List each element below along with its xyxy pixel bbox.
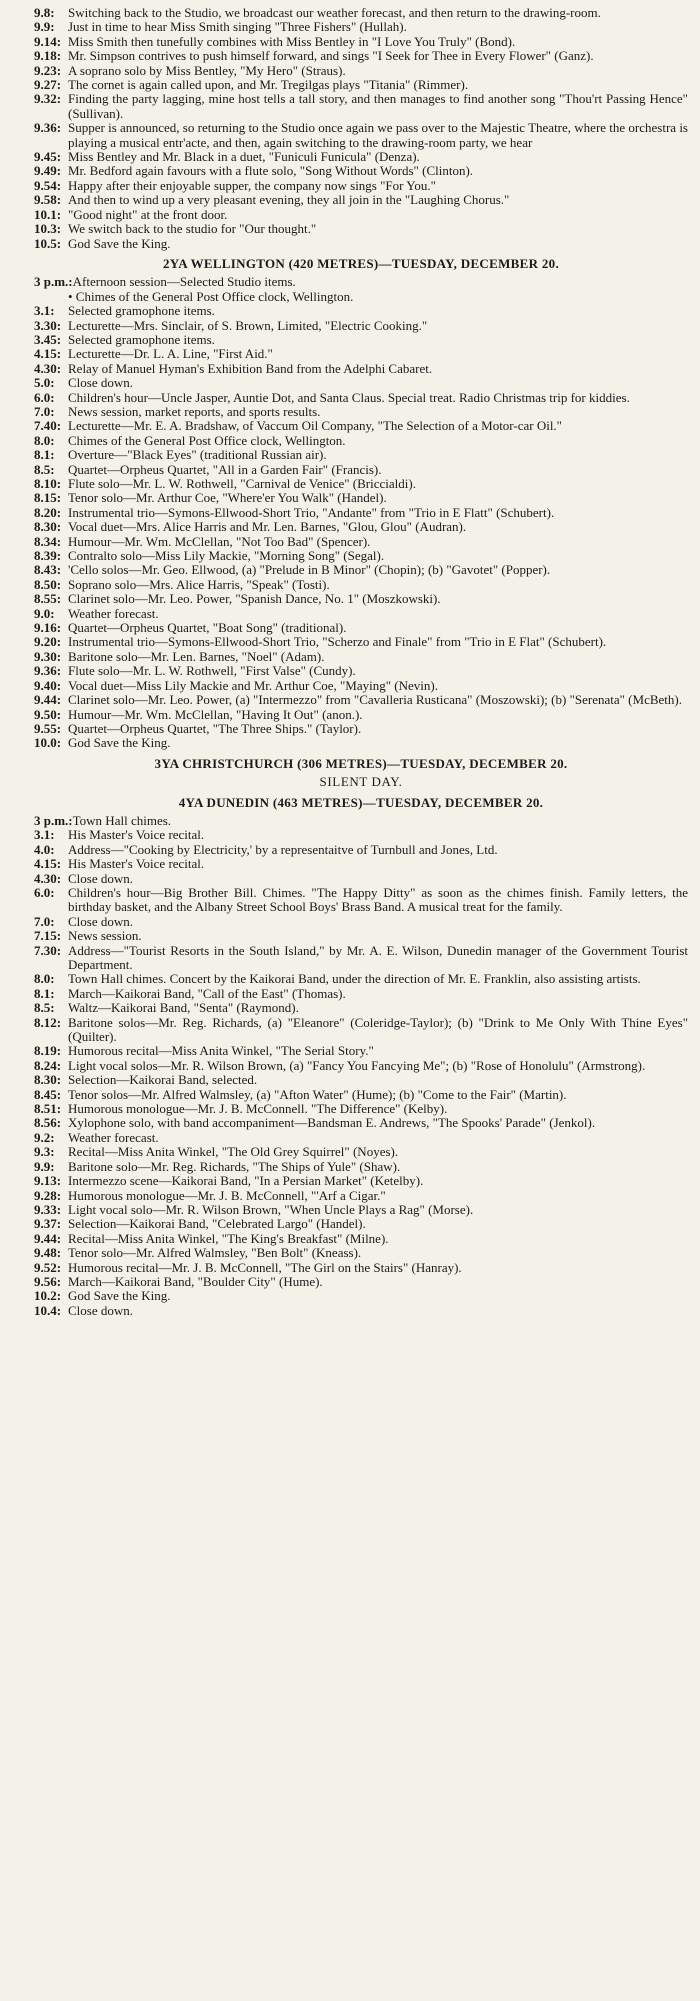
entry-time: 3.1: bbox=[34, 827, 55, 843]
entry-time: 8.0: bbox=[34, 971, 55, 987]
programme-entry bbox=[34, 843, 688, 857]
entry-time: 9.44: bbox=[34, 1230, 62, 1246]
programme-entry bbox=[34, 736, 688, 750]
programme-entry bbox=[34, 92, 688, 121]
entry-time: 9.37: bbox=[34, 1216, 62, 1232]
entry-description: Vocal duet—Miss Lily Mackie and Mr. Arthur Coe, "Maying" (Nevin). bbox=[68, 677, 438, 693]
programme-entry bbox=[34, 463, 688, 477]
entry-time: 10.5: bbox=[34, 235, 62, 251]
entry-time: 8.1: bbox=[34, 447, 55, 463]
entry-description: Humour—Mr. Wm. McClellan, "Not Too Bad" (Spencer). bbox=[68, 533, 371, 549]
programme-entry bbox=[34, 664, 688, 678]
entry-time: 3 p.m.: bbox=[34, 274, 73, 290]
entry-description: Children's hour—Big Brother Bill. Chimes. "The Happy Ditty" as soon as the chimes finish. Family letters, the birthday basket, and the Albany Street School Boys' Brass Band. A musical treat for the family. bbox=[68, 884, 688, 915]
programme-entry bbox=[34, 872, 688, 886]
programme-entry bbox=[34, 693, 688, 707]
programme-entry bbox=[34, 578, 688, 592]
entry-time: 9.0: bbox=[34, 605, 55, 621]
entry-description: Quartet—Orpheus Quartet, "Boat Song" (traditional). bbox=[68, 620, 347, 636]
entry-time: 4.0: bbox=[34, 841, 55, 857]
entry-time: 9.30: bbox=[34, 648, 62, 664]
section-heading-wellington: 2YA WELLINGTON (420 METRES)—TUESDAY, DECEMBER 20. bbox=[162, 255, 559, 271]
entry-time: 9.56: bbox=[34, 1273, 62, 1289]
programme-entry bbox=[34, 121, 688, 150]
entry-time: 8.30: bbox=[34, 519, 62, 535]
entry-time: 3.30: bbox=[34, 317, 62, 333]
entry-description: Supper is announced, so returning to the Studio once again we pass over to the Majestic Theatre, where the orchestra is playing a musical entr'acte, and then, again switching to the drawing-room party, we hear bbox=[68, 120, 688, 150]
entry-time: 9.13: bbox=[34, 1173, 62, 1189]
entry-description: Recital—Miss Anita Winkel, "The King's Breakfast" (Milne). bbox=[68, 1230, 389, 1246]
programme-entry bbox=[34, 290, 688, 304]
programme-entry bbox=[34, 520, 688, 534]
entry-description: Flute solo—Mr. L. W. Rothwell, "First Valse" (Cundy). bbox=[68, 663, 356, 679]
programme-entry bbox=[34, 708, 688, 722]
entry-description: God Save the King. bbox=[68, 235, 171, 251]
programme-entry bbox=[34, 1232, 688, 1246]
entry-description: Lecturette—Dr. L. A. Line, "First Aid." bbox=[68, 346, 273, 362]
entry-time: 4.30: bbox=[34, 870, 62, 886]
programme-entry bbox=[34, 621, 688, 635]
entry-time: 9.9: bbox=[34, 1158, 55, 1174]
programme-entry bbox=[34, 1145, 688, 1159]
entry-description: 'Cello solos—Mr. Geo. Ellwood, (a) "Prelude in B Minor" (Chopin); (b) "Gavotet" (Popper). bbox=[68, 562, 551, 578]
entry-time: 8.20: bbox=[34, 504, 62, 520]
programme-entry bbox=[34, 275, 688, 289]
programme-entry bbox=[34, 448, 688, 462]
entry-description: Selected gramophone items. bbox=[68, 303, 215, 319]
entry-time: 8.5: bbox=[34, 461, 55, 477]
programme-entry bbox=[34, 650, 688, 664]
entry-description: Close down. bbox=[68, 913, 133, 929]
entry-description: "Good night" at the front door. bbox=[68, 206, 228, 222]
programme-entry bbox=[34, 150, 688, 164]
entry-description: News session. bbox=[68, 928, 142, 944]
programme-entry bbox=[34, 1001, 688, 1015]
programme-entry bbox=[34, 814, 688, 828]
entry-time: 10.1: bbox=[34, 206, 62, 222]
entry-time: 6.0: bbox=[34, 884, 55, 900]
programme-entry bbox=[34, 1217, 688, 1231]
entry-description: Tenor solo—Mr. Alfred Walmsley, "Ben Bolt" (Kneass). bbox=[68, 1245, 362, 1261]
programme-entry bbox=[34, 1116, 688, 1130]
entry-time: 3.1: bbox=[34, 303, 55, 319]
programme-entry bbox=[34, 1261, 688, 1275]
entry-time: 9.20: bbox=[34, 634, 62, 650]
programme-entry bbox=[34, 886, 688, 915]
entry-description: Town Hall chimes. Concert by the Kaikorai Band, under the direction of Mr. E. Franklin, also assisting artists. bbox=[68, 971, 641, 987]
entry-description: And then to wind up a very pleasant evening, they all join in the "Laughing Chorus." bbox=[68, 192, 510, 208]
entry-description: Baritone solo—Mr. Len. Barnes, "Noel" (Adam). bbox=[68, 648, 325, 664]
programme-entry bbox=[34, 237, 688, 251]
entry-time: 8.39: bbox=[34, 548, 62, 564]
entry-description: Close down. bbox=[68, 870, 133, 886]
programme-entry bbox=[34, 1203, 688, 1217]
entry-description: Instrumental trio—Symons-Ellwood-Short Trio, "Scherzo and Finale" from "Trio in E Flat" (Schubert). bbox=[68, 634, 607, 650]
entry-description: News session, market reports, and sports results. bbox=[68, 403, 321, 419]
programme-entry bbox=[34, 929, 688, 943]
programme-entry bbox=[34, 1304, 688, 1318]
programme-entry bbox=[34, 164, 688, 178]
entry-time: 8.5: bbox=[34, 1000, 55, 1016]
entry-time: 9.27: bbox=[34, 77, 62, 93]
entry-description: Afternoon session—Selected Studio items. bbox=[72, 274, 296, 290]
entry-description: Humour—Mr. Wm. McClellan, "Having It Out" (anon.). bbox=[68, 706, 363, 722]
programme-entry bbox=[34, 1059, 688, 1073]
entry-time: 7.0: bbox=[34, 913, 55, 929]
entry-description: Mr. Simpson contrives to push himself forward, and sings "I Seek for Thee in Every Flower" (Ganz). bbox=[68, 48, 594, 64]
entry-description: Weather forecast. bbox=[68, 1129, 159, 1145]
entry-time: 7.15: bbox=[34, 928, 62, 944]
entry-time: 8.24: bbox=[34, 1057, 62, 1073]
entry-time: 9.32: bbox=[34, 91, 62, 107]
programme-entry bbox=[34, 304, 688, 318]
entry-description: Waltz—Kaikorai Band, "Senta" (Raymond). bbox=[68, 1000, 299, 1016]
entry-description: Tenor solo—Mr. Arthur Coe, "Where'er You Walk" (Handel). bbox=[68, 490, 387, 506]
programme-entry bbox=[34, 915, 688, 929]
entry-description: Close down. bbox=[68, 1302, 133, 1318]
programme-entry bbox=[34, 1073, 688, 1087]
entry-time: 9.49: bbox=[34, 163, 62, 179]
entry-time: 8.34: bbox=[34, 533, 62, 549]
programme-entry bbox=[34, 35, 688, 49]
entry-time: 8.10: bbox=[34, 476, 62, 491]
programme-entry bbox=[34, 1088, 688, 1102]
programme-entry bbox=[34, 347, 688, 361]
entry-time: 8.56: bbox=[34, 1115, 62, 1131]
programme-entry bbox=[34, 972, 688, 986]
programme-entry bbox=[34, 857, 688, 871]
entry-description: God Save the King. bbox=[68, 1288, 171, 1304]
programme-entry bbox=[34, 20, 688, 34]
programme-entry bbox=[34, 828, 688, 842]
entry-time: 9.8: bbox=[34, 5, 55, 20]
entry-time: 9.14: bbox=[34, 33, 62, 49]
entry-description: Vocal duet—Mrs. Alice Harris and Mr. Len. Barnes, "Glou, Glou" (Audran). bbox=[68, 519, 467, 535]
entry-time: 8.19: bbox=[34, 1043, 62, 1059]
entry-time: 9.58: bbox=[34, 192, 62, 208]
programme-entry bbox=[34, 193, 688, 207]
programme-entry bbox=[34, 563, 688, 577]
entry-time: 8.0: bbox=[34, 432, 55, 448]
entry-time: 8.43: bbox=[34, 562, 62, 578]
entry-description: The cornet is again called upon, and Mr. Tregilgas plays "Titania" (Rimmer). bbox=[68, 77, 469, 93]
entry-description: Relay of Manuel Hyman's Exhibition Band from the Adelphi Cabaret. bbox=[68, 360, 433, 376]
entry-description: Overture—"Black Eyes" (traditional Russian air). bbox=[68, 447, 327, 463]
programme-entry bbox=[34, 319, 688, 333]
entry-time: 8.55: bbox=[34, 591, 62, 607]
programme-entry bbox=[34, 635, 688, 649]
programme-entry bbox=[34, 419, 688, 433]
entry-description: Close down. bbox=[68, 375, 133, 391]
entry-time: 4.30: bbox=[34, 360, 62, 376]
section-heading-christchurch: 3YA CHRISTCHURCH (306 METRES)—TUESDAY, DECEMBER 20. bbox=[154, 755, 568, 771]
entry-time: 5.0: bbox=[34, 375, 55, 391]
entry-time: 9.50: bbox=[34, 706, 62, 722]
entry-time: 9.54: bbox=[34, 177, 62, 193]
programme-entry bbox=[34, 506, 688, 520]
entry-description: Selection—Kaikorai Band, selected. bbox=[68, 1072, 258, 1088]
entry-description: His Master's Voice recital. bbox=[68, 827, 205, 843]
entry-description: Miss Smith then tunefully combines with Miss Bentley in "I Love You Truly" (Bond). bbox=[68, 33, 516, 49]
entry-time: 9.3: bbox=[34, 1144, 55, 1160]
entry-time: 8.50: bbox=[34, 576, 62, 592]
entry-time: 8.1: bbox=[34, 985, 55, 1001]
programme-block-continued bbox=[34, 6, 688, 251]
programme-entry bbox=[34, 49, 688, 63]
entry-time: 9.40: bbox=[34, 677, 62, 693]
entry-description: Baritone solo—Mr. Reg. Richards, "The Ships of Yule" (Shaw). bbox=[68, 1158, 401, 1174]
programme-entry bbox=[34, 987, 688, 1001]
entry-description: Clarinet solo—Mr. Leo. Power, "Spanish Dance, No. 1" (Moszkowski). bbox=[68, 591, 441, 607]
entry-description: Xylophone solo, with band accompaniment—Bandsman E. Andrews, "The Spooks' Parade" (Jenkol). bbox=[68, 1115, 596, 1131]
entry-time: 10.0: bbox=[34, 735, 62, 751]
entry-description: Humorous recital—Miss Anita Winkel, "The Serial Story." bbox=[68, 1043, 374, 1059]
entry-description: Quartet—Orpheus Quartet, "The Three Ships." (Taylor). bbox=[68, 720, 362, 736]
programme-entry bbox=[34, 944, 688, 973]
entry-time: 9.16: bbox=[34, 620, 62, 636]
entry-description: March—Kaikorai Band, "Call of the East" (Thomas). bbox=[68, 985, 346, 1001]
entry-description: Quartet—Orpheus Quartet, "All in a Garden Fair" (Francis). bbox=[68, 461, 382, 477]
entry-time: 9.9: bbox=[34, 19, 55, 35]
entry-time: 10.3: bbox=[34, 221, 62, 237]
entry-description: Clarinet solo—Mr. Leo. Power, (a) "Intermezzo" from "Cavalleria Rusticana" (Moszowski); (b) "Serenata" (McBeth). bbox=[68, 692, 682, 708]
entry-time: 9.28: bbox=[34, 1187, 62, 1203]
entry-time: 9.36: bbox=[34, 120, 62, 136]
programme-entry bbox=[34, 1160, 688, 1174]
programme-entry bbox=[34, 607, 688, 621]
programme-entry bbox=[34, 1246, 688, 1260]
programme-entry bbox=[34, 222, 688, 236]
entry-time: 8.45: bbox=[34, 1086, 62, 1102]
entry-description: A soprano solo by Miss Bentley, "My Hero" (Straus). bbox=[68, 62, 346, 78]
entry-time: 8.12: bbox=[34, 1014, 62, 1030]
entry-time: 7.30: bbox=[34, 942, 62, 958]
programme-entry bbox=[34, 549, 688, 563]
entry-description: Miss Bentley and Mr. Black in a duet, "Funiculi Funicula" (Denza). bbox=[68, 149, 420, 165]
entry-time: 9.48: bbox=[34, 1245, 62, 1261]
programme-entry bbox=[34, 491, 688, 505]
entry-description: Finding the party lagging, mine host tells a tall story, and then manages to find another song "Thou'rt Passing Hence" (Sullivan). bbox=[68, 91, 688, 121]
programme-entry bbox=[34, 592, 688, 606]
entry-time: 10.2: bbox=[34, 1288, 62, 1304]
programme-entry bbox=[34, 6, 688, 20]
programme-entry bbox=[34, 434, 688, 448]
entry-description: Instrumental trio—Symons-Ellwood-Short Trio, "Andante" from "Trio in E Flatt" (Schubert). bbox=[68, 504, 555, 520]
entry-time: 9.2: bbox=[34, 1129, 55, 1145]
entry-time: 6.0: bbox=[34, 389, 55, 405]
programme-entry bbox=[34, 1102, 688, 1116]
entry-time: 9.33: bbox=[34, 1201, 62, 1217]
entry-description: Address—"Cooking by Electricity,' by a representaitve of Turnbull and Jones, Ltd. bbox=[68, 841, 498, 857]
entry-description: Just in time to hear Miss Smith singing "Three Fishers" (Hullah). bbox=[68, 19, 407, 35]
entry-description: Soprano solo—Mrs. Alice Harris, "Speak" (Tosti). bbox=[68, 576, 330, 592]
entry-description: Weather forecast. bbox=[68, 605, 159, 621]
entry-time: 9.44: bbox=[34, 692, 62, 708]
entry-time: 9.55: bbox=[34, 720, 62, 736]
entry-description: Flute solo—Mr. L. W. Rothwell, "Carnival de Venice" (Briccialdi). bbox=[68, 476, 416, 491]
entry-time: 8.30: bbox=[34, 1072, 62, 1088]
programme-entry bbox=[34, 1174, 688, 1188]
entry-description: God Save the King. bbox=[68, 735, 171, 751]
entry-description: Mr. Bedford again favours with a flute solo, "Song Without Words" (Clinton). bbox=[68, 163, 474, 179]
programme-entry bbox=[34, 1016, 688, 1045]
programme-entry bbox=[34, 1289, 688, 1303]
entry-time: 9.18: bbox=[34, 48, 62, 64]
entry-description: Light vocal solos—Mr. R. Wilson Brown, (a) "Fancy You Fancying Me"; (b) "Rose of Honolulu" (Armstrong). bbox=[68, 1057, 646, 1073]
entry-time: 7.0: bbox=[34, 403, 55, 419]
entry-description: We switch back to the studio for "Our thought." bbox=[68, 221, 317, 237]
entry-time: 3 p.m.: bbox=[34, 812, 73, 828]
entry-description: Switching back to the Studio, we broadcast our weather forecast, and then return to the drawing-room. bbox=[68, 5, 601, 20]
entry-time: 4.15: bbox=[34, 346, 62, 362]
programme-entry bbox=[34, 376, 688, 390]
entry-description: Lecturette—Mr. E. A. Bradshaw, of Vaccum Oil Company, "The Selection of a Motor-car Oil." bbox=[68, 418, 562, 434]
programme-block-wellington bbox=[34, 275, 688, 750]
entry-description: Recital—Miss Anita Winkel, "The Old Grey Squirrel" (Noyes). bbox=[68, 1144, 399, 1160]
entry-description: His Master's Voice recital. bbox=[68, 856, 205, 872]
entry-description: Selected gramophone items. bbox=[68, 331, 215, 347]
programme-entry bbox=[34, 78, 688, 92]
entry-description: March—Kaikorai Band, "Boulder City" (Hume). bbox=[68, 1273, 323, 1289]
programme-entry bbox=[34, 333, 688, 347]
entry-time: 9.52: bbox=[34, 1259, 62, 1275]
entry-time: 9.36: bbox=[34, 663, 62, 679]
programme-entry bbox=[34, 679, 688, 693]
entry-time: 8.15: bbox=[34, 490, 62, 506]
programme-entry bbox=[34, 405, 688, 419]
entry-time: 7.40: bbox=[34, 418, 62, 434]
entry-time: 10.4: bbox=[34, 1302, 62, 1318]
silent-day-note: SILENT DAY. bbox=[319, 774, 403, 790]
programme-entry bbox=[34, 391, 688, 405]
entry-time: 4.15: bbox=[34, 856, 62, 872]
programme-entry bbox=[34, 179, 688, 193]
entry-time: 9.45: bbox=[34, 149, 62, 165]
entry-description: Baritone solos—Mr. Reg. Richards, (a) "Eleanore" (Coleridge-Taylor); (b) "Drink to Me Only With Thine Eyes" (Quilter). bbox=[68, 1014, 688, 1045]
programme-entry bbox=[34, 1131, 688, 1145]
entry-description: • Chimes of the General Post Office clock, Wellington. bbox=[68, 288, 354, 304]
programme-entry bbox=[34, 64, 688, 78]
entry-description: Children's hour—Uncle Jasper, Auntie Dot, and Santa Claus. Special treat. Radio Christmas trip for kiddies. bbox=[68, 389, 630, 405]
section-heading-dunedin: 4YA DUNEDIN (463 METRES)—TUESDAY, DECEMBER 20. bbox=[178, 794, 544, 810]
entry-time: 3.45: bbox=[34, 331, 62, 347]
entry-description: Lecturette—Mrs. Sinclair, of S. Brown, Limited, "Electric Cooking." bbox=[68, 317, 428, 333]
entry-description: Intermezzo scene—Kaikorai Band, "In a Persian Market" (Ketelby). bbox=[68, 1173, 424, 1189]
programme-entry bbox=[34, 1044, 688, 1058]
entry-description: Tenor solos—Mr. Alfred Walmsley, (a) "Afton Water" (Hume); (b) "Come to the Fair" (Martin). bbox=[68, 1086, 567, 1102]
entry-time: 8.51: bbox=[34, 1101, 62, 1117]
entry-description: Humorous monologue—Mr. J. B. McConnell. "The Difference" (Kelby). bbox=[68, 1101, 448, 1117]
entry-description: Chimes of the General Post Office clock, Wellington. bbox=[68, 432, 346, 448]
entry-description: Address—"Tourist Resorts in the South Island," by Mr. A. E. Wilson, Dunedin manager of the Government Tourist Department. bbox=[68, 942, 688, 972]
programme-block-dunedin bbox=[34, 814, 688, 1318]
entry-description: Town Hall chimes. bbox=[72, 812, 172, 828]
programme-entry bbox=[34, 1189, 688, 1203]
entry-description: Selection—Kaikorai Band, "Celebrated Largo" (Handel). bbox=[68, 1216, 366, 1232]
entry-description: Humorous monologue—Mr. J. B. McConnell, "'Arf a Cigar." bbox=[68, 1187, 386, 1203]
programme-entry bbox=[34, 362, 688, 376]
programme-entry bbox=[34, 722, 688, 736]
entry-description: Humorous recital—Mr. J. B. McConnell, "The Girl on the Stairs" (Hanray). bbox=[68, 1259, 462, 1275]
programme-entry bbox=[34, 535, 688, 549]
programme-entry bbox=[34, 208, 688, 222]
programme-entry bbox=[34, 1275, 688, 1289]
programme-entry bbox=[34, 477, 688, 491]
entry-description: Happy after their enjoyable supper, the company now sings "For You." bbox=[68, 177, 436, 193]
entry-description: Contralto solo—Miss Lily Mackie, "Morning Song" (Segal). bbox=[68, 548, 385, 564]
entry-description: Light vocal solo—Mr. R. Wilson Brown, "When Uncle Plays a Rag" (Morse). bbox=[68, 1201, 474, 1217]
entry-time: 9.23: bbox=[34, 62, 62, 78]
